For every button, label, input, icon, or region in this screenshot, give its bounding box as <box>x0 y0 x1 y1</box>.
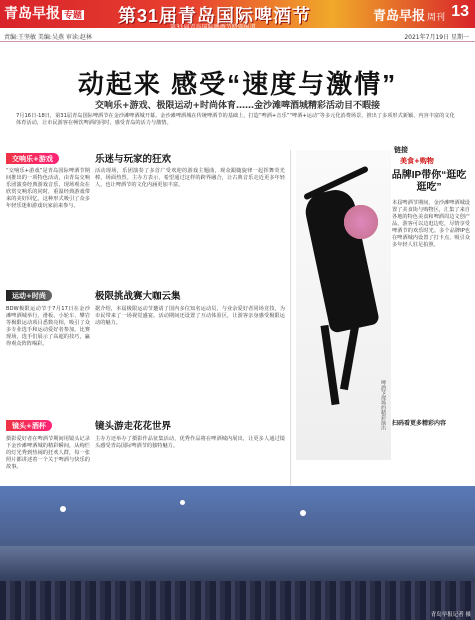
page-number: 13 <box>451 3 469 20</box>
brand-logo <box>4 3 84 23</box>
section-body-sports-col2: 据介绍，本届极限运动节邀请了国内多位知名运动员，与业余爱好者同场竞技，为市民带来了一场视觉盛宴。活动期间还设置了互动体验区，让游客亲身感受极限运动的魅力。 <box>95 306 285 326</box>
dancer-fan <box>341 202 381 242</box>
scan-hint: 扫码看更多精彩内容 <box>392 420 447 427</box>
dancer-caption: 啤酒节现场的精彩演出 <box>380 380 386 430</box>
meta-bar <box>0 30 475 42</box>
stage-light <box>60 506 66 512</box>
brand-sub: 专题 <box>64 10 83 20</box>
brand-name: 青岛早报 <box>4 5 60 21</box>
stage-light <box>180 500 185 505</box>
page-headline: 动起来 感受“速度与激情” <box>77 69 398 99</box>
stage-light <box>300 510 306 516</box>
section-body-sports-col1: BDW极限运动节于7月17日在金沙滩啤酒城举行，滑板、小轮车、攀岩等极限运动项目悉数亮相，吸引了众多专业选手和运动爱好者参加。比赛现场，选手们展示了高超的技巧，赢得观众阵阵喝彩。 <box>6 306 90 347</box>
section-tag-camera: 镜头+酒杯 <box>6 420 52 431</box>
sidebar-body: 本届啤酒节期间，金沙滩啤酒城设置了美食街与购物区，汇集了来自各地的特色美食和啤酒周边文创产品，游客可以边逛边吃，尽情享受啤酒节的欢乐时光。多个品牌IP也在啤酒城内设置了打卡点，吸引众多年轻人驻足拍照。 <box>392 200 470 248</box>
link-label: 链接 <box>394 146 408 154</box>
page-subheadline: 交响乐+游戏、极限运动+时尚体育……金沙滩啤酒城精彩活动目不暇接 <box>94 101 381 111</box>
issue-date: 2021年7月19日 星期一 <box>404 34 469 41</box>
crowd-row <box>0 546 475 586</box>
section-title-camera: 镜头游走花花世界 <box>95 421 172 432</box>
section-body-camera-col2: 主办方还举办了摄影作品征集活动，优秀作品将在啤酒城内展出，让更多人通过镜头感受青岛国际啤酒节的独特魅力。 <box>95 436 285 449</box>
crowd-photo <box>0 486 475 620</box>
paper-name <box>373 5 445 24</box>
section-body-symphony-col1: “交响乐+游戏”是青岛国际啤酒节期间推出的一项特色活动，由青岛交响乐团演奏经典游戏音乐，现场观众在欣赏交响乐的同时，重温经典游戏带来的美好回忆，这种形式吸引了众多年轻乐迷和游戏玩家前来参与。 <box>6 168 90 209</box>
paper-name-text: 青岛早报 <box>372 8 425 23</box>
masthead <box>0 0 475 31</box>
section-title-sports: 极限挑战赛大咖云集 <box>95 291 181 302</box>
lead-paragraph: 7月16日-18日，第31届青岛国际啤酒节在金沙滩啤酒城开幕。金沙滩啤酒城在传统啤酒节的基础上，打造“啤酒+音乐”“啤酒+运动”等多元化消费场景，推出了多项形式新颖、内容丰富的文化体育活动，让市民游客在畅饮啤酒的同时，感受青岛的活力与激情。 <box>16 113 455 126</box>
dancer-photo <box>296 150 391 460</box>
festival-title: 第31届青岛国际啤酒节 <box>118 6 312 26</box>
section-tag-sports: 运动+时尚 <box>6 290 52 301</box>
sidebar-topic: 美食+购物 <box>400 157 434 165</box>
section-body-symphony-col2: 活动现场，乐团演奏了多首广受欢迎的游戏主题曲，观众跟随旋律一起挥舞荧光棒，场面热烈。主办方表示，希望通过这样的跨界融合，让古典音乐走近更多年轻人，也让啤酒节的文化内涵更加丰富。 <box>95 168 285 188</box>
section-tag-symphony: 交响乐+游戏 <box>6 153 59 164</box>
section-label: 周刊 <box>426 12 445 22</box>
sidebar-title: 品牌IP带你“逛吃逛吃” <box>391 170 467 193</box>
dancer-figure-leg <box>320 325 339 405</box>
photo-credit: 青岛早报记者 摄 <box>430 612 471 618</box>
crowd-row <box>0 581 475 620</box>
section-body-camera-col1: 摄影爱好者在啤酒节期间用镜头记录下金沙滩啤酒城的精彩瞬间，从绚烂的灯光秀到热闹的狂欢人群，每一张照片都讲述着一个关于啤酒与快乐的故事。 <box>6 436 90 470</box>
section-title-symphony: 乐迷与玩家的狂欢 <box>95 154 172 165</box>
festival-subtitle: 第31届青岛国际啤酒节特别报道 <box>170 24 256 31</box>
editor-credits: 责编:王坚敏 美编:吴燕 审读:赵林 <box>4 34 92 41</box>
